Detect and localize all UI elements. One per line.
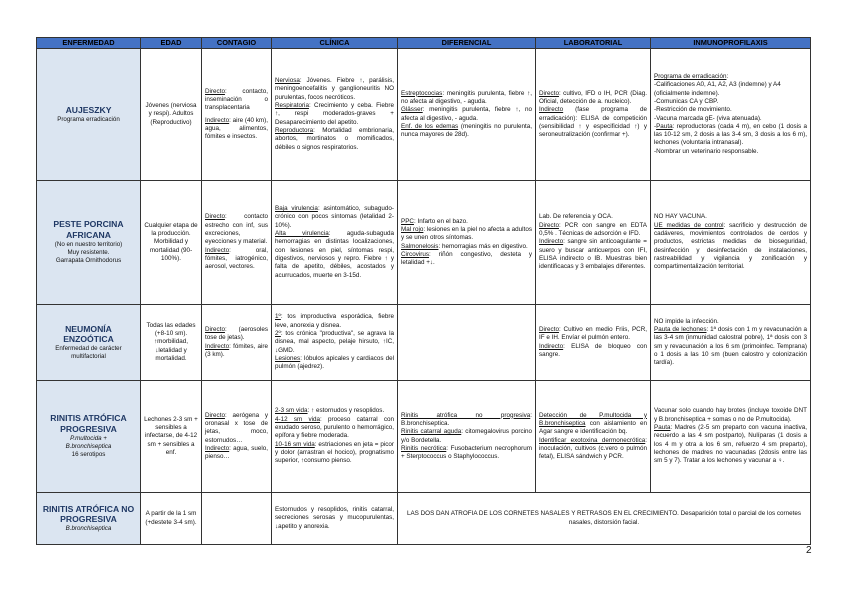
- text-segment: Estornudos y resoplidos, rinitis catarral, secreciones serosas y mucopurulentas, ↓apetito y anorexia.: [275, 506, 394, 530]
- text-segment: Indirecto: fómites, aire (3 km).: [205, 342, 268, 358]
- text-segment: NO impide la infección.: [654, 317, 719, 325]
- contagio-cell: [202, 493, 272, 545]
- disease-table: [36, 37, 811, 545]
- disease-name: AUJESZKY: [65, 105, 112, 116]
- text-segment: -Pauta: reproductoras (cada 4 m), en cebo (1 dosis a las 10-12 sm, 2 dosis a las 3-4 sm, 3 dosis a los 6 m), lechones (voluntaria intranasal).: [654, 122, 807, 147]
- table-row: [37, 305, 811, 381]
- disease-subtitle: Enfermedad de carácter multifactorial: [55, 345, 122, 361]
- text-segment: 2-3 sm vida: ↑ estornudos y resoplidos.: [275, 407, 385, 415]
- text-segment: Nerviosa: Jóvenes. Fiebre ↑, parálisis, meningoencefalitis y ganglioneuritis NO purulentas, focos necróticos.: [275, 77, 394, 101]
- contagio-cell: [202, 49, 272, 181]
- contagio-cell: [202, 305, 272, 381]
- disease-subtitle: 16 serotipos: [71, 451, 106, 459]
- text-segment: Directo: PCR con sangre en EDTA 0,5% . Técnicas de adsorción e IFD.: [539, 221, 647, 238]
- text-segment: 1º: tos improductiva esporádica, fiebre leve, anorexia y disnea.: [275, 313, 394, 329]
- text-segment: Vacunar solo cuando hay brotes (incluye toxoide DNT y B.bronchiseptica + somas o no de P.multocida).: [654, 407, 807, 423]
- text-segment: Rinitis atrófica no progresiva: B.bronchiseptica.: [401, 411, 532, 427]
- text-segment: UE medidas de control: sacrificio y destrucción de cadáveres, movimientos controlados de cerdos y productos, estrictas medidas de bioseguridad, desinfección y desinfectación de instalaciones, rastreabilidad y vigilancia y zonificación y compartimentalización territorial.: [654, 221, 808, 271]
- header-contagio: CONTAGIO: [202, 38, 272, 49]
- header-clinica: CLÍNICA: [272, 38, 398, 49]
- text-segment: Pauta: Madres (2-5 sm preparto con vacuna inactiva, recuerdo a las 4 sm postparto), Nulíparas (1 dosis a los 4 m y otra a los 6 sm, refuerzo 4 sm preparto), lechones de madres no vacunadas (2dosis entre las sm 5 y 7). Tratar a los lechones y vacunar a ♀.: [654, 424, 807, 465]
- text-segment: 10-16 sm vida: estriaciones en jeta = picor y dolor (arrastran el hocico), prognatismo superior, ↑consumo pienso.: [275, 440, 394, 465]
- text-segment: Directo: Cultivo en medio Friis, PCR, IF e IH. Envíar el pulmón entero.: [539, 325, 647, 342]
- text-segment: PPC: Infarto en el bazo.: [401, 217, 468, 225]
- text-segment: Alta virulencia: aguda-subaguda hemorragias en distintas localizaciones, con lesiones en piel, síntomas respi, digestivos, nerviosos y repro. Fiebre ↑ y falta de apetito, débiles, acostados y acurrucados, muerte en 3-15d.: [275, 230, 394, 279]
- disease-subtitle: (No en nuestro territorio): [54, 240, 123, 248]
- diferencial-cell: [398, 49, 536, 181]
- text-segment: Salmonelosis: hemorragias más en digestivo.: [401, 242, 528, 250]
- inmuno-cell: [651, 181, 811, 305]
- disease-cell: [37, 381, 141, 493]
- text-segment: -Vacuna marcada gE- (viva atenuada).: [654, 114, 762, 122]
- edad-cell: Lechones 2-3 sm + sensibles a infectarse, de 4-12 sm + sensibles a enf.: [141, 381, 202, 493]
- diferencial-cell: [398, 381, 536, 493]
- text-segment: 4-12 sm vida: proceso catarral con exudado seroso, purulento o hemorrágico, epífora y fiebre moderada.: [275, 415, 394, 440]
- disease-name: NEUMONÍA ENZOÓTICA: [63, 323, 114, 345]
- text-segment: Indirecto: aire (40 km), agua, alimentos, fómites e insectos.: [205, 116, 268, 141]
- clinica-cell: [272, 49, 398, 181]
- laboratorial-cell: [536, 49, 651, 181]
- disease-subtitle: P.multocida +: [70, 434, 107, 442]
- text-segment: Respiratoria: Crecimiento y ceba. Fiebre ↑, respi moderados-graves + Desaparecimiento del apetito.: [275, 102, 394, 126]
- page-number: 2: [806, 545, 812, 556]
- text-segment: -Nombrar un veterinario responsable.: [654, 147, 759, 155]
- text-segment: Indirecto: sangre sin anticoagulante = suero y buscar anticuerpos con IFI, ELISA indirecto o IB. Muestras bien identificacas y 3 embalajes diferentes.: [539, 238, 647, 271]
- text-segment: Indirecto: oral, fómites, iatrogénico, aerosol, vectores.: [205, 246, 268, 271]
- edad-cell: A partir de la 1 sm (+destete 3-4 sm).: [141, 493, 202, 545]
- edad-cell: Jóvenes (nerviosa y respi). Adultos (Reproductivo): [141, 49, 202, 181]
- table-row: [37, 181, 811, 305]
- text-segment: Indirecto: agua, suelo, pienso…: [205, 444, 268, 461]
- clinica-cell: [272, 381, 398, 493]
- header-diferencial: DIFERENCIAL: [398, 38, 536, 49]
- table-row: [37, 381, 811, 493]
- text-segment: Pauta de lechones: 1ª dosis con 1 m y revacunación a las 3-4 sm (inmunidad calostral pobre), 1ª dosis con 3 sm y revacunación a los 6 sm (primoinfec. Temprana) o 1 dosis a las 10 sm (buen calostro y colonización tardía).: [654, 325, 807, 367]
- contagio-cell: [202, 381, 272, 493]
- text-segment: Indirecto: ELISA de bloqueo con sangre.: [539, 342, 647, 358]
- contagio-cell: [202, 181, 272, 305]
- clinica-cell: [272, 493, 398, 545]
- text-segment: Lab. De referencia y OCA.: [539, 213, 613, 221]
- inmuno-cell: [651, 305, 811, 381]
- text-segment: Circovirus: riñón congestivo, desteta y letalidad +↓.: [401, 250, 532, 267]
- text-segment: Directo: cultivo, IFD o IH, PCR (Diag. Oficial, detección de a. nucleico).: [539, 89, 647, 105]
- laboratorial-cell: [536, 305, 651, 381]
- text-segment: Lesiones: lóbulos apicales y cardiacos del pulmón (ajedrez).: [275, 354, 394, 371]
- inmuno-cell: [651, 49, 811, 181]
- disease-name: PESTE PORCINA AFRICANA: [53, 219, 124, 241]
- disease-cell: [37, 181, 141, 305]
- disease-name: RINITIS ATRÓFICA PROGRESIVA: [50, 413, 127, 435]
- text-segment: -Restricción de movimiento.: [654, 106, 732, 114]
- text-segment: Directo: contacto, inseminación o transplacentaria: [205, 87, 268, 112]
- text-segment: Glässer: meningitis purulenta, fiebre ↑, no afecta al digestivo, - aguda.: [401, 106, 532, 122]
- disease-subtitle: B.bronchiseptica: [65, 525, 112, 533]
- text-segment: Rinitis necrótica: Fusobacterium necrophorum + Sterptococcus o Staphylococcus.: [401, 444, 532, 461]
- text-segment: Directo: contacto estrecho con inf, sus excreciones, eyecciones y material.: [205, 213, 268, 246]
- disease-cell: [37, 493, 141, 545]
- text-segment: -Comunicas CA y CBP.: [654, 97, 719, 105]
- text-segment: Enf. de los edemas (meningitis no purulenta, nunca mayores de 28d).: [401, 122, 532, 139]
- text-segment: -Calificaciones A0, A1, A2, A3 (indemne) y A4 (oficialmente indemne).: [654, 81, 781, 97]
- header-row: [37, 38, 811, 49]
- header-inmunoprofilaxis: INMUNOPROFILAXIS: [651, 38, 811, 49]
- edad-cell: Todas las edades (+8-10 sm). ↑morbilidad, ↓letalidad y mortalidad.: [141, 305, 202, 381]
- text-segment: Indirecto (fase programa de erradicación): ELISA de competición (sensibilidad ↑ y especificidad ↑) y seroneutralización (confirmar +).: [539, 106, 647, 139]
- merged-note-cell: LAS DOS DAN ATROFIA DE LOS CORNETES NASALES Y RETRASOS EN EL CRECIMIENTO. Desaparición total o parcial de los cornetes nasales, distorsión facial.: [398, 493, 811, 545]
- inmuno-cell: [651, 381, 811, 493]
- text-segment: Rinitis catarral aguda: citomegalovirus porcino y/o Bordetella.: [401, 428, 532, 444]
- text-segment: Detección de P.multocida y B.bronchiseptica con aislamiento en Agar sangre e identificación bq.: [539, 411, 647, 436]
- text-segment: Estreptococias: meningitis purulenta, fiebre ↑, no afecta al digestivo, - aguda.: [401, 89, 532, 105]
- text-segment: Directo: (aerosoles tose de jetas).: [205, 325, 268, 342]
- clinica-cell: [272, 305, 398, 381]
- header-enfermedad: ENFERMEDAD: [37, 38, 141, 49]
- text-segment: Directo: aerógena y oronasal x tose de jetas, moco, estornudos…: [205, 411, 268, 444]
- clinica-cell: [272, 181, 398, 305]
- disease-cell: [37, 305, 141, 381]
- text-segment: Mal rojo: lesiones en la piel no afecta a adultos y se unen otros síntomas.: [401, 225, 532, 242]
- disease-subtitle: Muy resistente.: [67, 249, 110, 257]
- disease-name: RINITIS ATRÓFICA NO PROGRESIVA: [42, 503, 135, 525]
- text-segment: 2º: tos crónica "productiva", se agrava la disnea, mal aspecto, pelaje hirsuto, ↑IC, ↓GMD.: [275, 330, 394, 354]
- text-segment: Reproductora: Mortalidad embrionaria, abortos, mortinatos o momificados, débiles o signos respiratorios.: [275, 126, 394, 151]
- table-row: [37, 493, 811, 545]
- laboratorial-cell: [536, 181, 651, 305]
- disease-subtitle: B.bronchiseptica: [65, 443, 112, 451]
- text-segment: Baja virulencia: asintomático, subagudo-crónico con pocos síntomas (letalidad 2-10%).: [275, 205, 395, 229]
- header-edad: EDAD: [141, 38, 202, 49]
- header-laboratorial: LABORATORIAL: [536, 38, 651, 49]
- disease-cell: [37, 49, 141, 181]
- disease-subtitle: Garrapata Ornithodorus: [55, 257, 122, 265]
- laboratorial-cell: [536, 381, 651, 493]
- edad-cell: Cualquier etapa de la producción. Morbilidad y mortalidad (90-100%).: [141, 181, 202, 305]
- disease-subtitle: Programa erradicación: [57, 115, 120, 123]
- diferencial-cell: [398, 181, 536, 305]
- table-row: [37, 49, 811, 181]
- text-segment: Identificar exotoxina dermonecrótica: inoculación, cultivos (c.vero o pulmón fetal), ELISA sándwich y PCR.: [539, 436, 647, 461]
- diferencial-cell: [398, 305, 536, 381]
- text-segment: Programa de erradicación:: [654, 73, 729, 81]
- text-segment: NO HAY VACUNA.: [654, 213, 707, 221]
